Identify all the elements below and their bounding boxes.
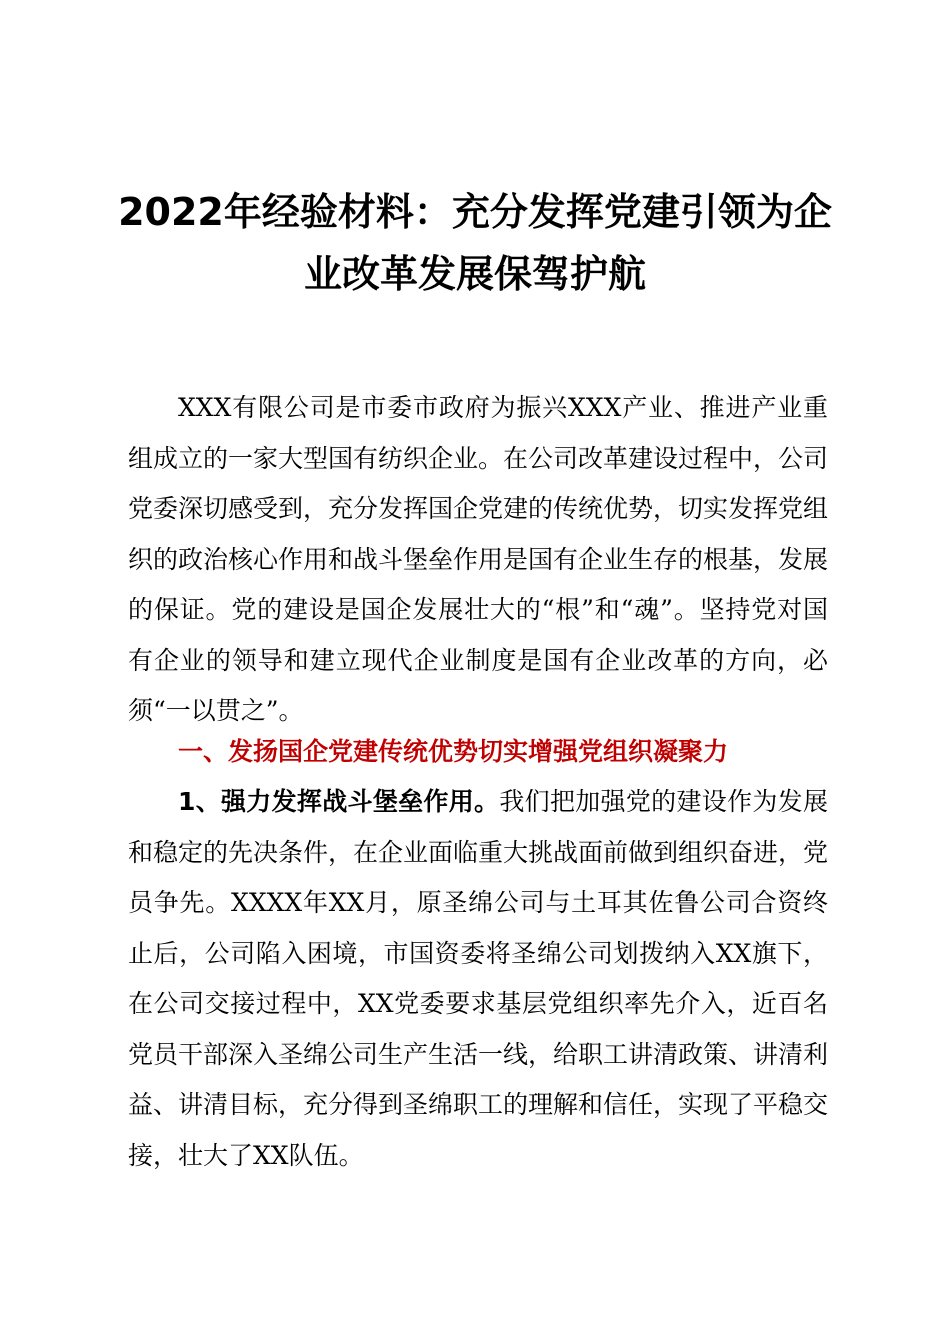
section-heading: 一、发扬国企党建传统优势切实增强党组织凝聚力 <box>178 737 729 766</box>
intro-paragraph: XXX有限公司是市委市政府为振兴XXX产业、推进产业重组成立的一家大型国有纺织企业。在公司改革建设过程中，公司党委深切感受到，充分发挥国企党建的传统优势，切实发挥党组织的政治核心作用和战斗堡垒作用是国有企业生存的根基，发展的保证。党的建设是国企发展壮大的“根”和“魂”。坚持党对国有企业的领导和建立现代企业制度是国有企业改革的方向，必须“一以贯之”。 <box>128 393 829 725</box>
point-1-body: 我们把加强党的建设作为发展和稳定的先决条件，在企业面临重大挑战面前做到组织奋进，党员争先。XXXX年XX月，原圣绵公司与土耳其佐鲁公司合资终止后，公司陷入困境，市国资委将圣绵公司划拨纳入XX旗下，在公司交接过程中，XX党委要求基层党组织率先介入，近百名党员干部深入圣绵公司生产生活一线，给职工讲清政策、讲清利益、讲清目标，充分得到圣绵职工的理解和信任，实现了平稳交接，壮大了XX队伍。 <box>128 787 829 1170</box>
document-title: 2022年经验材料：充分发挥党建引领为企业改革发展保驾护航 <box>118 190 832 296</box>
point-1-paragraph <box>128 777 828 1181</box>
point-1-lead: 1、强力发挥战斗堡垒作用。 <box>178 787 500 816</box>
